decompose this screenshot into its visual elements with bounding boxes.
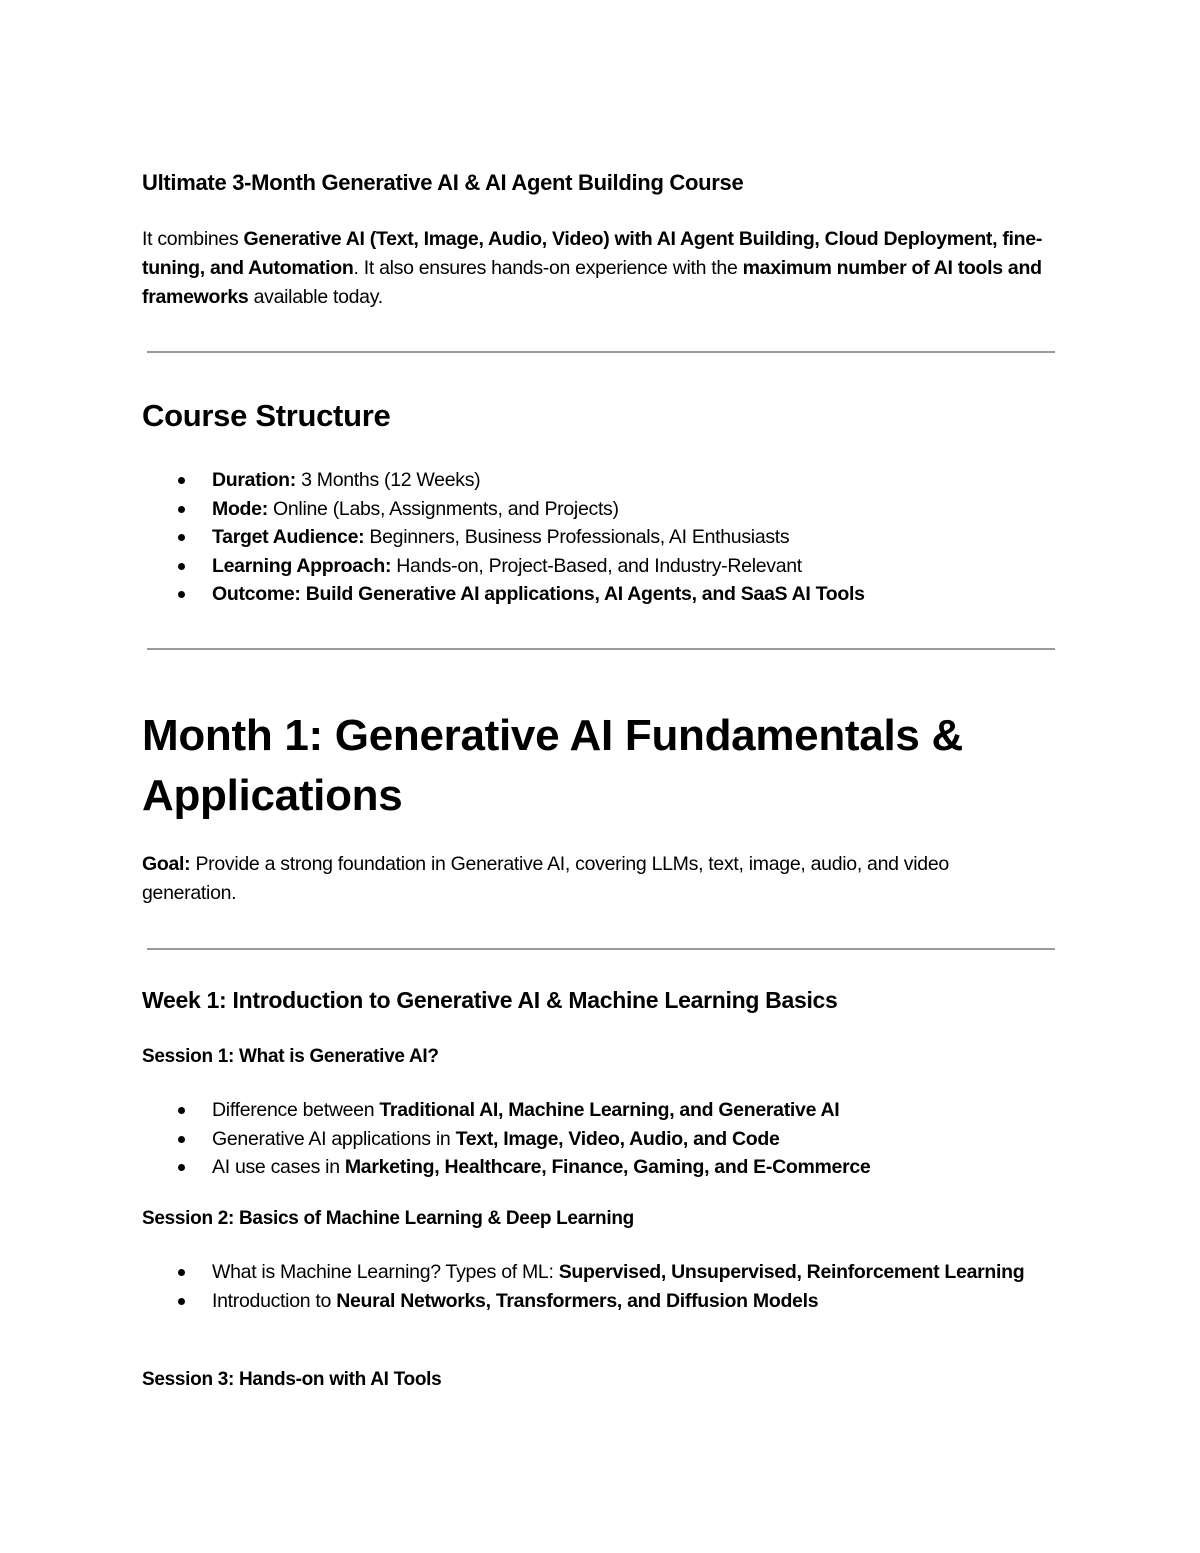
list-item [142,1096,1052,1125]
session2-list [142,1258,1052,1315]
item-label: Learning Approach: [212,554,392,577]
session1-list [142,1096,1052,1182]
item-text: What is Machine Learning? Types of ML: [212,1261,559,1283]
goal-label: Goal: [142,853,191,875]
document-title: Ultimate 3-Month Generative AI & AI Agent Building Course [142,170,744,195]
month1-goal [142,850,1047,908]
item-bold: Neural Networks, Transformers, and Diffusion Models [336,1289,819,1312]
intro-bold: Generative AI (Text, Image, Audio, Video) with AI Agent Building, Cloud Deployment, fine-tuning, and Automation [142,228,1043,279]
course-structure-list [142,466,1052,609]
list-item [142,523,1052,552]
divider [147,351,1055,353]
intro-text: available today. [248,286,383,308]
item-bold: Traditional AI, Machine Learning, and Generative AI [379,1099,840,1121]
item-bold: Supervised, Unsupervised, Reinforcement Learning [558,1261,1025,1283]
item-text: Online (Labs, Assignments, and Projects) [267,497,619,520]
list-item [142,466,1052,495]
intro-bold: maximum number of AI tools and frameworks [142,257,1042,308]
item-label: Mode: [212,497,268,520]
session2-heading: Session 2: Basics of Machine Learning & Deep Learning [142,1208,634,1229]
course-structure-heading: Course Structure [142,398,391,433]
item-bold: Text, Image, Video, Audio, and Code [455,1127,780,1150]
month1-heading: Month 1: Generative AI Fundamentals & Applications [142,711,963,820]
item-text: Beginners, Business Professionals, AI Enthusiasts [364,526,790,548]
list-item [142,495,1052,524]
item-label: Duration: [212,469,296,491]
list-item [142,1153,1052,1182]
session1-heading: Session 1: What is Generative AI? [142,1046,439,1067]
divider [147,948,1055,950]
item-text: Difference between [212,1099,380,1121]
item-label: Target Audience: [212,526,365,548]
goal-text: Provide a strong foundation in Generative AI, covering LLMs, text, image, audio, and video generation. [142,853,949,904]
list-item [142,1287,1052,1316]
item-text: AI use cases in [212,1156,345,1178]
list-item [142,1125,1052,1154]
intro-text: It combines [142,228,244,250]
list-item [142,1258,1052,1287]
list-item [142,552,1052,581]
intro-paragraph [142,225,1047,312]
item-text: Build Generative AI applications, AI Agents, and SaaS AI Tools [300,583,865,605]
list-item [142,580,1052,609]
week1-heading: Week 1: Introduction to Generative AI & Machine Learning Basics [142,987,838,1013]
intro-text: . It also ensures hands-on experience with the [353,257,743,279]
item-text: Generative AI applications in [212,1127,456,1150]
session3-heading: Session 3: Hands-on with AI Tools [142,1369,442,1390]
item-bold: Marketing, Healthcare, Finance, Gaming, and E-Commerce [344,1156,871,1178]
divider [147,648,1055,650]
item-text: Hands-on, Project-Based, and Industry-Relevant [391,554,802,577]
item-text: Introduction to [212,1289,337,1312]
item-text: 3 Months (12 Weeks) [295,469,481,491]
item-label: Outcome: [212,583,301,605]
